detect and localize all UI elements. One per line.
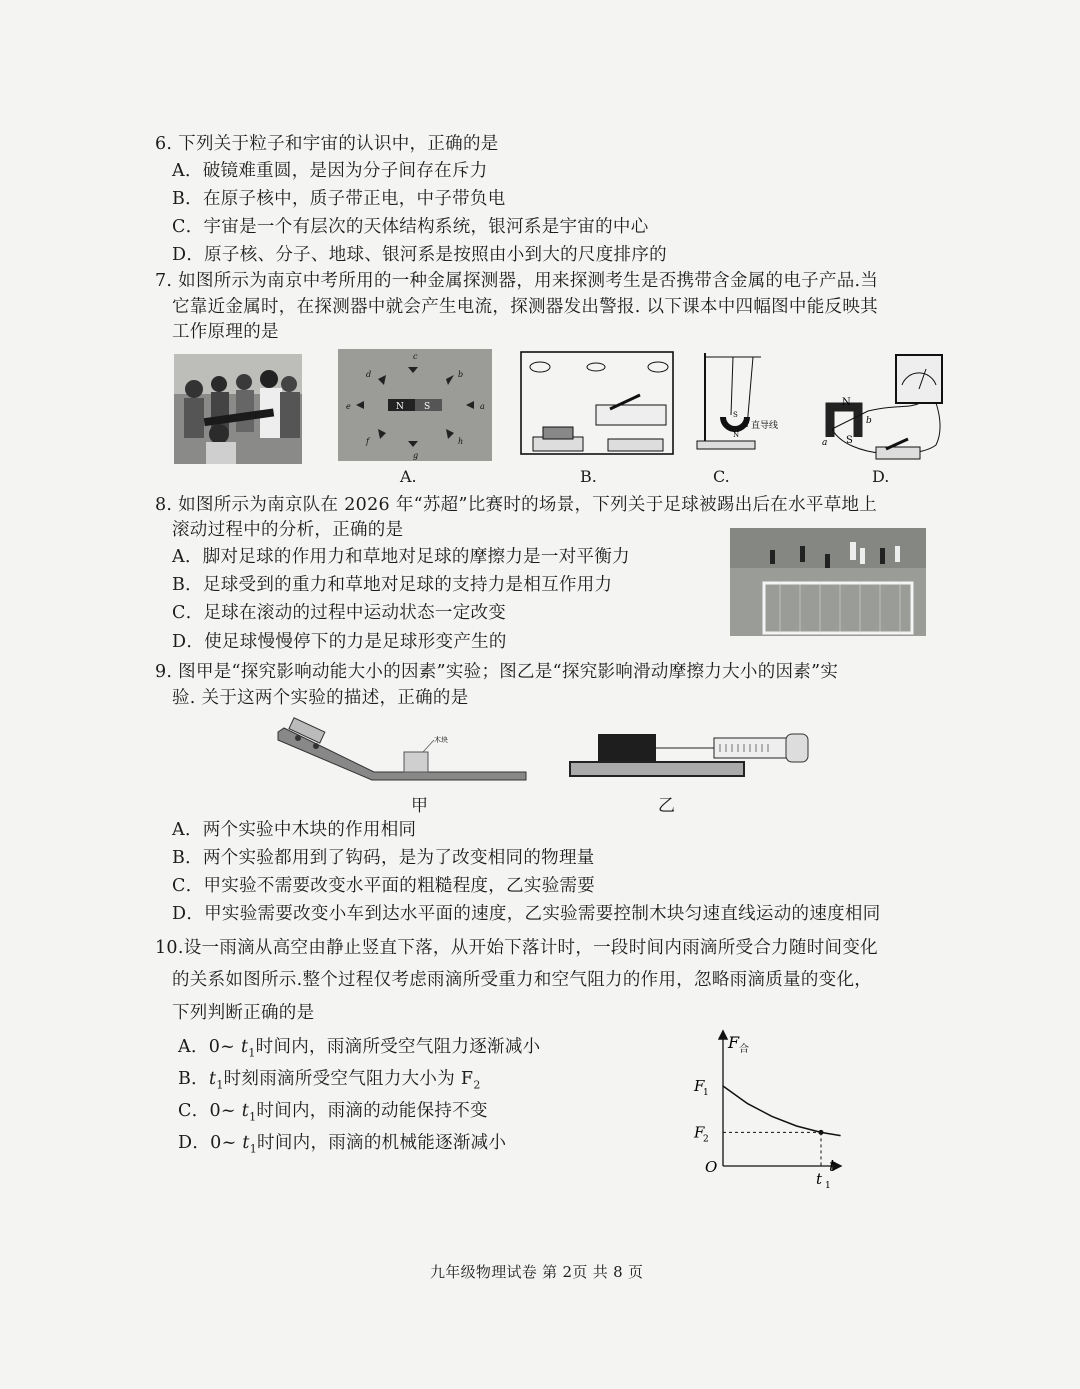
q7-caption-b: B. xyxy=(580,467,597,486)
q8-stem-line1: 8. 如图所示为南京队在 2026 年“苏超”比赛时的场景，下列关于足球被踢出后在水平草地上 xyxy=(155,495,878,515)
x-axis-label: t xyxy=(829,1156,836,1175)
q10-stem-line1: 10.设一雨滴从高空由静止竖直下落，从开始下落计时，一段时间内雨滴所受合力随时间变化 xyxy=(155,938,878,958)
label-h: h xyxy=(458,437,464,446)
q8-stem-line2: 滚动过程中的分析，正确的是 xyxy=(172,520,404,540)
magnet-n-label: N xyxy=(396,402,404,412)
q7-stem-line2: 它靠近金属时，在探测器中就会产生电流，探测器发出警报. 以下课本中四幅图中能反映其 xyxy=(172,297,878,317)
q10-option-b: B．$t_1$时刻雨滴所受空气阻力大小为 $F_2$ xyxy=(178,1069,481,1092)
label-g: g xyxy=(413,451,419,460)
q6-option-a: A．破镜难重圆，是因为分子间存在斥力 xyxy=(172,161,488,181)
straight-wire-label: 直导线 xyxy=(751,421,779,431)
figure-jia-incline xyxy=(278,718,528,782)
q10-stem-line3: 下列判断正确的是 xyxy=(172,1003,315,1023)
marked-point xyxy=(819,1130,824,1135)
q9-option-b: B．两个实验都用到了钩码，是为了改变相同的物理量 xyxy=(172,848,595,868)
label-b: b xyxy=(458,370,464,379)
d-label-a: a xyxy=(822,438,828,448)
block-label: 木块 xyxy=(434,736,448,744)
label-d: d xyxy=(366,370,372,379)
figure-7d-galvanometer xyxy=(808,349,946,465)
q8-option-d: D．使足球慢慢停下的力是足球形变产生的 xyxy=(172,632,507,652)
q10-stem-line2: 的关系如图所示.整个过程仅考虑雨滴所受重力和空气阻力的作用，忽略雨滴质量的变化， xyxy=(172,970,873,990)
d-magnet-s: S xyxy=(846,435,853,446)
label-f: f xyxy=(366,437,369,446)
q7-caption-a: A. xyxy=(400,467,417,486)
label-jia: 甲 xyxy=(411,796,428,816)
force-curve xyxy=(723,1086,841,1136)
football-match-photo xyxy=(730,528,926,636)
y-axis-label-sub: 合 xyxy=(739,1044,749,1055)
force-time-chart xyxy=(688,1024,860,1191)
figure-7a-compass-magnet xyxy=(338,349,492,461)
x-tick-t1: t xyxy=(816,1170,823,1188)
q8-option-a: A．脚对足球的作用力和草地对足球的摩擦力是一对平衡力 xyxy=(172,547,630,567)
q7-stem-line3: 工作原理的是 xyxy=(172,322,279,342)
q6-option-c: C．宇宙是一个有层次的天体结构系统，银河系是宇宙的中心 xyxy=(172,217,649,237)
d-magnet-n: N xyxy=(842,397,851,408)
c-magnet-s: S xyxy=(733,411,738,419)
label-a: a xyxy=(480,402,485,411)
q9-option-c: C．甲实验不需要改变水平面的粗糙程度，乙实验需要 xyxy=(172,876,596,896)
label-c: c xyxy=(413,352,418,361)
y-tick-f1: F xyxy=(694,1077,705,1095)
q9-option-a: A．两个实验中木块的作用相同 xyxy=(172,820,417,840)
y-tick-f2: F xyxy=(694,1123,705,1142)
q8-option-c: C．足球在滚动的过程中运动状态一定改变 xyxy=(172,603,507,623)
q7-caption-d: D. xyxy=(872,467,890,486)
figure-yi-friction xyxy=(568,720,812,780)
y-axis-label: F xyxy=(728,1033,740,1052)
figure-7b-circuit xyxy=(518,349,676,457)
c-magnet-n: N xyxy=(733,431,740,439)
q9-option-d: D．甲实验需要改变小车到达水平面的速度，乙实验需要控制木块匀速直线运动的速度相同 xyxy=(172,904,881,924)
figure-7c-straight-wire xyxy=(693,345,791,457)
q6-stem: 6. 下列关于粒子和宇宙的认识中，正确的是 xyxy=(155,134,499,154)
q10-option-d: D．0~ $t_1$时间内，雨滴的机械能逐渐减小 xyxy=(178,1133,507,1156)
q10-option-a: A．0~ $t_1$时间内，雨滴所受空气阻力逐渐减小 xyxy=(178,1037,541,1060)
q6-option-b: B．在原子核中，质子带正电，中子带负电 xyxy=(172,189,506,209)
page-footer: 九年级物理试卷 第 2页 共 8 页 xyxy=(430,1263,644,1281)
q9-stem-line2: 验. 关于这两个实验的描述，正确的是 xyxy=(172,688,469,708)
y-tick-f2-sub: 2 xyxy=(703,1134,709,1145)
label-e: e xyxy=(346,402,351,411)
metal-detector-photo xyxy=(174,354,302,464)
d-label-b: b xyxy=(866,416,872,426)
q7-caption-c: C. xyxy=(713,467,730,486)
label-yi: 乙 xyxy=(658,796,675,816)
x-tick-t1-sub: 1 xyxy=(825,1181,831,1191)
q8-option-b: B．足球受到的重力和草地对足球的支持力是相互作用力 xyxy=(172,575,613,595)
q7-stem-line1: 7. 如图所示为南京中考所用的一种金属探测器，用来探测考生是否携带含金属的电子产品.当 xyxy=(155,271,879,291)
magnet-s-label: S xyxy=(424,402,431,412)
q9-stem-line1: 9. 图甲是“探究影响动能大小的因素”实验；图乙是“探究影响滑动摩擦力大小的因素”实 xyxy=(155,662,839,682)
origin-label: O xyxy=(705,1158,718,1176)
y-tick-f1-sub: 1 xyxy=(703,1088,709,1098)
q6-option-d: D．原子核、分子、地球、银河系是按照由小到大的尺度排序的 xyxy=(172,245,667,265)
q10-option-c: C．0~ $t_1$时间内，雨滴的动能保持不变 xyxy=(178,1101,488,1124)
